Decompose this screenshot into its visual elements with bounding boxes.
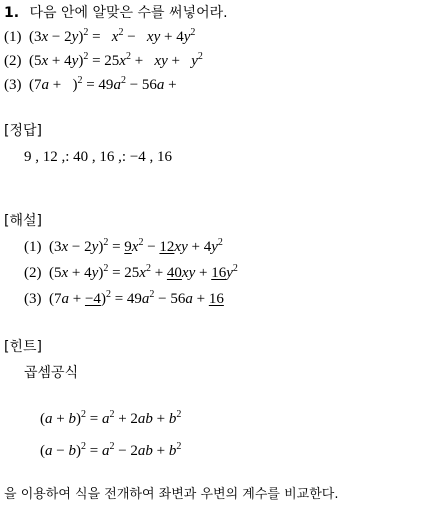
solution-item-3: (3) $(7a + -4)^2 = 49a^2 - 56a + 16$ bbox=[24, 289, 224, 307]
answer-heading: [정답] bbox=[4, 123, 42, 139]
hint-title: 곱셈공식 bbox=[24, 365, 79, 381]
blank-value: −4 bbox=[84, 291, 101, 307]
item-label: (1) bbox=[4, 29, 22, 45]
item-label: (2) bbox=[24, 265, 42, 281]
problem-instruction: 다음 안에 알맞은 수를 써넣어라. bbox=[29, 5, 228, 21]
solution-heading: [해설] bbox=[4, 213, 42, 229]
item-label: (2) bbox=[4, 53, 22, 69]
problem-number: 1. bbox=[4, 5, 20, 21]
blank-value: 12 bbox=[159, 239, 175, 255]
formula-square-of-difference: $(a - b)^2 = a^2 - 2ab + b^2$ bbox=[40, 441, 182, 459]
formula-square-of-sum: $(a + b)^2 = a^2 + 2ab + b^2$ bbox=[40, 409, 182, 427]
problem-header bbox=[4, 4, 228, 22]
solution-item-1: (1) $(3x - 2y)^2 = 9x^2 - 12xy + 4y^2$ bbox=[24, 237, 223, 255]
blank-value: 16 bbox=[211, 265, 227, 281]
item-label: (1) bbox=[24, 239, 42, 255]
problem-item-3: (3) $(7a + )^2 = 49a^2 - 56a$ + bbox=[4, 75, 177, 93]
item-label: (3) bbox=[4, 77, 22, 93]
problem-item-2: (2) $(5x + 4y)^2 = 25x^2$ + xy + $y^2$ bbox=[4, 51, 203, 69]
item-label: (3) bbox=[24, 291, 42, 307]
blank-value: 40 bbox=[166, 265, 182, 281]
solution-item-2: (2) $(5x + 4y)^2 = 25x^2 + 40xy + 16y^2$ bbox=[24, 263, 238, 281]
blank-value: 9 bbox=[124, 239, 132, 255]
answer-text: 9 , 12 ,: 40 , 16 ,: −4 , 16 bbox=[24, 149, 173, 165]
hint-heading: [힌트] bbox=[4, 339, 42, 355]
blank-value: 16 bbox=[208, 291, 224, 307]
problem-item-1: (1) $(3x - 2y)^2 = x^2$ − xy + $4y^2$ bbox=[4, 27, 196, 45]
hint-closing: 을 이용하여 식을 전개하여 좌변과 우변의 계수를 비교한다. bbox=[4, 487, 339, 502]
